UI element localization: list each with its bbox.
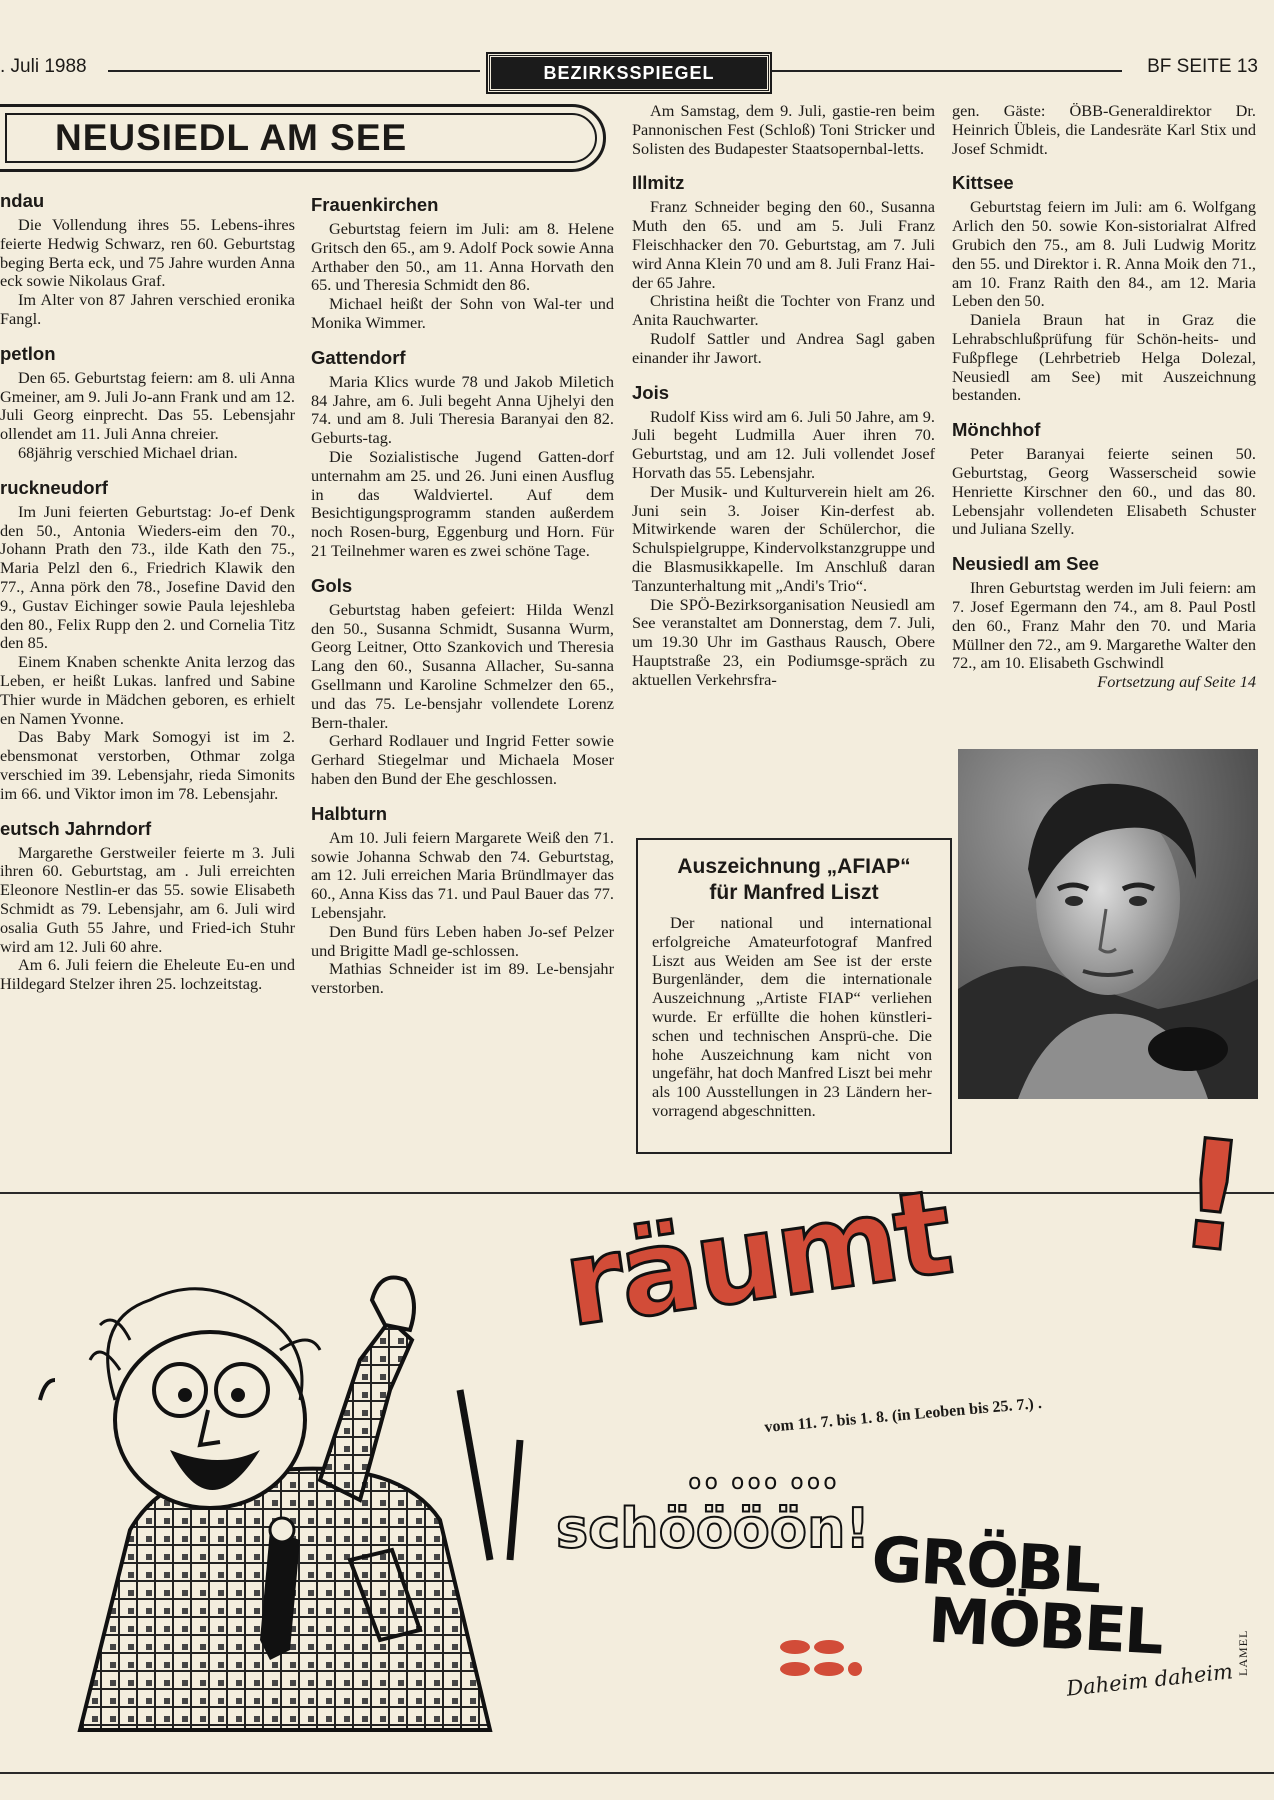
cartoon-mascot [20,1230,560,1755]
afiap-feature-box [636,838,952,1154]
article-paragraph: Den Bund fürs Leben haben Jo-sef Pelzer und Brigitte Madl ge-schlossen. [311,921,614,960]
header-rule-right [772,70,1122,72]
section-heading: Neusiedl am See [952,553,1100,575]
ad-headline: räumt [555,1162,958,1353]
section-heading: Jois [632,381,670,403]
afiap-body: Der national und international erfolgreiche Amateurfotograf Manfred Liszt aus Weiden am See ist der erste Burgenländer, dem die internationale Auszeichnung „Artiste FIAP“ verliehen wurde. Er erfüllte die hohen künstleri-schen und technischen Ansprü-che. Die hohe Auszeichnung kam nicht von ungefähr, hat doch Manfred Liszt bei mehr als 100 Ausstellungen in 23 Ländern her-vorragend abgeschnitten. [652,913,932,1120]
article-paragraph: gen. Gäste: ÖBB-Generaldirektor Dr. Heinrich Übleis, die Landesräte Karl Stix und Josef Schmidt. [952,101,1256,158]
article-paragraph: Der Musik- und Kulturverein hielt am 26. Juni sein 3. Joiser Kin-derfest ab. Mitwirkende waren der Schülerchor, die Schulspielgruppe, Kindervolkstanzgruppe und die Blasmusikkapelle. Im Anschluß daran Tanzunterhaltung mit „Andi's Trio“. [632,481,935,595]
article-paragraph: Christina heißt die Tochter von Franz und Anita Rauchwarter. [632,291,935,330]
article-paragraph: Die SPÖ-Bezirksorganisation Neusiedl am See veranstaltet am Donnerstag, dem 7. Juli, um 19.30 Uhr im Gasthaus Rausch, Obere Hauptstraße 23, ein Podiumsge-spräch zu aktuellen Verkehrsfra- [632,594,935,689]
article-paragraph: Franz Schneider beging den 60., Susanna Muth den 65. und am 5. Juli Franz Fleischhacker den 70. Geburtstag, am 7. Juli wird Anna Klein 70 und am 8. Juli Franz Hai-der 65 Jahre. [632,197,935,292]
article-paragraph: Gerhard Rodlauer und Ingrid Fetter sowie Gerhard Stiegelmar und Michaela Moser haben den Bund der Ehe geschlossen. [311,731,614,788]
section-heading: Mönchhof [952,419,1041,441]
ad-divider-bottom [0,1772,1274,1774]
article-paragraph: Einem Knaben schenkte Anita lerzog das Leben, er heißt Lukas. lanfred und Sabine Thier wurde in Mädchen geboren, es erhielt en Namen Yvonne. [0,652,295,728]
article-paragraph: Die Sozialistische Jugend Gatten-dorf unternahm am 25. und 26. Juni einen Ausflug in das Waldviertel. Auf dem Besichtigungsprogramm standen außerdem noch Rosen-burg, Eggenburg und Horn. Für 21 Teilnehmer waren es zwei schöne Tage. [311,446,614,560]
brand-line-1: GRÖBL [869,1522,1102,1608]
afiap-title-line1: Auszeichnung „AFIAP“ [677,855,911,878]
ad-schoen-slogan: schöööön! [556,1497,871,1560]
ad-exclamation: ! [1169,1106,1256,1288]
section-heading: ruckneudorf [0,476,108,498]
article-paragraph: Mathias Schneider ist im 89. Le-bensjahr verstorben. [311,959,614,998]
afiap-title [644,854,944,906]
article-paragraph: Im Juni feierten Geburtstag: Jo-ef Denk den 50., Antonia Wieders-eim den 70., Johann Prath den 73., ilde Kath den 75., Maria Pelzl den 6., Friedrich Klawik den 77., Anna pörk den 78., Josefine David den 9., Gustav Eichinger sowie Paula lejeshleba den 80., Felix Rupp den 2. und Cornelia Titz den 85. [0,501,295,653]
article-paragraph: Peter Baranyai feierte seinen 50. Geburtstag, Georg Wasserscheid sowie Henriette Kirschner den 60., und das 80. Lebensjahr vollendeten Elisabeth Schuster und Juliana Szelly. [952,444,1256,539]
section-heading: Gattendorf [311,346,406,368]
agency-credit: LAMEL [1236,1629,1250,1676]
page-number: BF SEITE 13 [1147,56,1258,77]
section-heading: Illmitz [632,172,685,194]
cartoon-mascot-illustration [20,1230,560,1750]
article-paragraph: Das Baby Mark Somogyi ist im 2. ebensmonat verstorben, Othmar zolga verschied im 39. Lebensjahr, rieda Simonits im 66. und Viktor imon im 78. Lebensjahr. [0,727,295,803]
article-paragraph: 68jährig verschied Michael drian. [18,442,238,462]
article-paragraph: Maria Klics wurde 78 und Jakob Miletich 84 Jahre, am 6. Juli begeht Anna Ujhelyi den 74. und am 8. Juli Theresia Baranyai den 82. Geburts-tag. [311,371,614,448]
article-column-1 [0,190,295,994]
article-column-3 [632,102,935,690]
article-paragraph: Den 65. Geburtstag feiern: am 8. uli Anna Gmeiner, am 9. Juli Jo-ann Frank und am 12. Juli Georg einprecht. Das 55. Lebensjahr ollendet am 11. Juli Anna chreier. [0,367,295,444]
article-paragraph: Fortsetzung auf Seite 14 [1097,672,1256,692]
ad-decorative-os: oo ooo ooo [688,1470,840,1495]
article-paragraph: Geburtstag feiern im Juli: am 8. Helene Gritsch den 65., am 9. Adolf Pock sowie Anna Arthaber den 50., am 11. Anna Horvath den 65. und Theresia Schmidt den 86. [311,219,614,295]
article-paragraph: Ihren Geburtstag werden im Juli feiern: am 7. Josef Egermann den 74., am 8. Paul Postl den 60., Franz Mahr den 70. und Maria Müllner den 72., am 9. Margarethe Walter den 72., am 10. Elisabeth Gschwindl [952,578,1256,673]
brand-logo [867,1522,1166,1669]
brand-slogan: Daheim daheim [1065,1659,1234,1701]
article-paragraph: Rudolf Kiss wird am 6. Juli 50 Jahre, am 9. Juli begeht Ludmilla Auer ihren 70. Geburtstag, und am 12. Juli vollendet Josef Horvath das 55. Lebensjahr. [632,406,935,482]
article-paragraph: Daniela Braun hat in Graz die Lehrabschlußprüfung für Schön-heits- und Fußpflege (Lehrbetrieb Helga Dolezal, Neusiedl am See) mit Auszeichnung bestanden. [952,310,1256,405]
ad-divider-top [0,1192,1274,1194]
afiap-title-line2: für Manfred Liszt [709,881,879,904]
article-paragraph: Michael heißt der Sohn von Wal-ter und Monika Wimmer. [311,294,614,332]
portrait-photo [958,749,1258,1099]
section-heading: Gols [311,574,353,596]
section-label: BEZIRKSSPIEGEL [488,54,770,92]
section-heading: ndau [0,190,45,211]
ad-dates: vom 11. 7. bis 1. 8. (in Leoben bis 25. 7.) . [763,1394,1043,1437]
article-column-2 [311,194,614,998]
page-title: NEUSIEDL AM SEE [5,113,597,163]
header-rule-left [108,70,480,72]
section-heading: petlon [0,342,56,364]
issue-date: . Juli 1988 [0,56,87,77]
section-heading: eutsch Jahrndorf [0,817,152,839]
article-paragraph: Am 6. Juli feiern die Eheleute Eu-en und Hildegard Stelzer ihren 25. lochzeitstag. [0,955,295,994]
article-column-4 [952,102,1256,692]
section-heading: Kittsee [952,172,1014,194]
article-paragraph: Rudolf Sattler und Andrea Sagl gaben einander ihr Jawort. [632,328,935,367]
article-paragraph: Geburtstag feiern im Juli: am 6. Wolfgang Arlich den 50. sowie Kon-sistorialrat Alfred Grubich den 75., am 8. Juli Ludwig Moritz den 55. und Direktor i. R. Anna Moik den 71., am 10. Franz Raith den 84., am 12. Maria Leben den 50. [952,197,1256,311]
article-paragraph: Im Alter von 87 Jahren verschied eronika Fangl. [0,290,295,328]
article-paragraph: Am 10. Juli feiern Margarete Weiß den 71. sowie Johanna Schwab den 74. Geburtstag, am 12. Juli erreichen Maria Bründlmayer das 60., Anna Kiss das 71. und Paul Bauer das 77. Lebensjahr. [311,827,614,922]
brand-line-2: MÖBEL [926,1583,1164,1669]
portrait-illustration [958,749,1258,1099]
article-paragraph: Margarethe Gerstweiler feierte m 3. Juli ihren 60. Geburtstag, am . Juli erreichten Eleonore Nestlin-er das 55. sowie Elisabeth Schmidt as 79. Lebensjahr, am 6. Juli wird osalia Guth 55 Jahre, und Fried-ich Stuhr wird am 12. Juli 60 ahre. [0,842,295,956]
article-paragraph: Die Vollendung ihres 55. Lebens-ihres feierte Hedwig Schwarz, ren 60. Geburtstag beging Berta eck, und 75 Jahre wurden Anna eck sowie Nikolaus Graf. [0,215,295,291]
article-paragraph: Am Samstag, dem 9. Juli, gastie-ren beim Pannonischen Fest (Schloß) Toni Stricker und Solisten des Budapester Staatsopernbal-letts. [632,101,935,158]
article-paragraph: Geburtstag haben gefeiert: Hilda Wenzl den 50., Susanna Schmidt, Susanna Wurm, Georg Leitner, Otto Szankovich und Theresia Lang den 60., Susanna Allacher, Su-sanna Gsellmann und Karoline Schmelzer den 65., und das 75. Le-bensjahr vollendete Lorenz Bern-thaler. [311,599,614,732]
section-heading: Halbturn [311,802,388,824]
section-heading: Frauenkirchen [311,194,439,215]
title-banner [0,104,606,172]
